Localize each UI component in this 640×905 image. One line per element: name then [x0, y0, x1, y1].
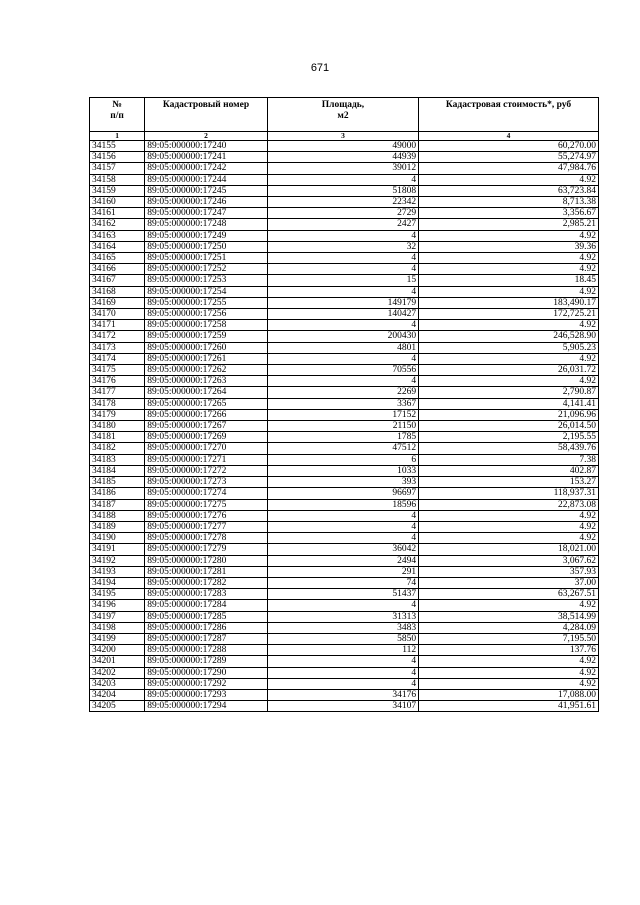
area-cell: 4801	[267, 342, 418, 353]
column-number: 2	[145, 132, 268, 141]
cost-cell: 4.92	[419, 656, 599, 667]
cost-cell: 4.92	[419, 353, 599, 364]
cost-cell: 47,984.76	[419, 163, 599, 174]
cost-cell: 26,031.72	[419, 365, 599, 376]
table-row	[90, 398, 599, 409]
cost-cell: 18,021.00	[419, 544, 599, 555]
area-cell: 4	[267, 320, 418, 331]
table-row	[90, 141, 599, 152]
area-cell: 4	[267, 521, 418, 532]
page-number: 671	[310, 62, 330, 74]
cost-cell: 18.45	[419, 275, 599, 286]
column-number: 4	[419, 132, 599, 141]
cost-cell: 4.92	[419, 533, 599, 544]
cadastral-number-cell: 89:05:000000:17263	[145, 376, 268, 387]
cost-cell: 60,270.00	[419, 141, 599, 152]
row-number-cell: 34193	[90, 566, 145, 577]
area-cell: 51437	[267, 589, 418, 600]
area-cell: 4	[267, 174, 418, 185]
cost-cell: 4.92	[419, 600, 599, 611]
cost-cell: 4.92	[419, 253, 599, 264]
table-row	[90, 454, 599, 465]
cost-cell: 38,514.99	[419, 611, 599, 622]
cadastral-number-cell: 89:05:000000:17259	[145, 331, 268, 342]
row-number-cell: 34177	[90, 387, 145, 398]
cost-cell: 2,790.87	[419, 387, 599, 398]
cadastral-number-cell: 89:05:000000:17292	[145, 678, 268, 689]
area-cell: 34107	[267, 701, 418, 712]
area-cell: 4	[267, 510, 418, 521]
row-number-cell: 34188	[90, 510, 145, 521]
cost-cell: 153.27	[419, 477, 599, 488]
table-row	[90, 353, 599, 364]
row-number-cell: 34164	[90, 241, 145, 252]
cadastral-number-cell: 89:05:000000:17258	[145, 320, 268, 331]
row-number-cell: 34195	[90, 589, 145, 600]
cadastral-number-cell: 89:05:000000:17276	[145, 510, 268, 521]
area-cell: 2494	[267, 555, 418, 566]
cost-cell: 55,274.97	[419, 152, 599, 163]
cadastral-number-cell: 89:05:000000:17285	[145, 611, 268, 622]
cadastral-number-cell: 89:05:000000:17248	[145, 219, 268, 230]
row-number-cell: 34159	[90, 185, 145, 196]
cadastral-number-cell: 89:05:000000:17279	[145, 544, 268, 555]
cadastral-number-cell: 89:05:000000:17290	[145, 667, 268, 678]
table-row	[90, 432, 599, 443]
area-cell: 36042	[267, 544, 418, 555]
area-cell: 200430	[267, 331, 418, 342]
table-row	[90, 286, 599, 297]
table-row	[90, 409, 599, 420]
table-row	[90, 197, 599, 208]
area-cell: 31313	[267, 611, 418, 622]
table-row	[90, 656, 599, 667]
table-row	[90, 701, 599, 712]
table-row	[90, 622, 599, 633]
area-cell: 4	[267, 656, 418, 667]
area-cell: 39012	[267, 163, 418, 174]
table-row	[90, 208, 599, 219]
cost-cell: 4,284.09	[419, 622, 599, 633]
table-row	[90, 264, 599, 275]
cost-cell: 63,267.51	[419, 589, 599, 600]
table-row	[90, 577, 599, 588]
cost-cell: 4.92	[419, 286, 599, 297]
row-number-cell: 34172	[90, 331, 145, 342]
cadastral-number-cell: 89:05:000000:17260	[145, 342, 268, 353]
area-cell: 34176	[267, 689, 418, 700]
cadastral-number-cell: 89:05:000000:17283	[145, 589, 268, 600]
header-cost	[419, 98, 599, 132]
table-row	[90, 443, 599, 454]
cost-cell: 8,713.38	[419, 197, 599, 208]
area-cell: 3483	[267, 622, 418, 633]
cost-cell: 4,141.41	[419, 398, 599, 409]
cadastral-number-cell: 89:05:000000:17282	[145, 577, 268, 588]
row-number-cell: 34197	[90, 611, 145, 622]
row-number-cell: 34198	[90, 622, 145, 633]
table-row	[90, 633, 599, 644]
cost-cell: 58,439.76	[419, 443, 599, 454]
table-row	[90, 488, 599, 499]
cadastral-number-cell: 89:05:000000:17246	[145, 197, 268, 208]
area-cell: 6	[267, 454, 418, 465]
table-row	[90, 309, 599, 320]
cadastral-number-cell: 89:05:000000:17281	[145, 566, 268, 577]
row-number-cell: 34203	[90, 678, 145, 689]
cadastral-number-cell: 89:05:000000:17280	[145, 555, 268, 566]
table-row	[90, 185, 599, 196]
cost-cell: 4.92	[419, 376, 599, 387]
table-row	[90, 477, 599, 488]
header-num	[90, 98, 145, 132]
cadastral-number-cell: 89:05:000000:17288	[145, 645, 268, 656]
area-cell: 1033	[267, 465, 418, 476]
area-cell: 4	[267, 264, 418, 275]
cadastral-number-cell: 89:05:000000:17278	[145, 533, 268, 544]
header-cadastral-label: Кадастровый номер	[162, 100, 250, 110]
table-row	[90, 566, 599, 577]
cadastral-number-cell: 89:05:000000:17273	[145, 477, 268, 488]
table-header-row	[90, 98, 599, 132]
table-row	[90, 421, 599, 432]
area-cell: 2269	[267, 387, 418, 398]
table-row	[90, 241, 599, 252]
cost-cell: 3,067.62	[419, 555, 599, 566]
cost-cell: 4.92	[419, 230, 599, 241]
column-number: 3	[267, 132, 418, 141]
area-cell: 5850	[267, 633, 418, 644]
row-number-cell: 34204	[90, 689, 145, 700]
cost-cell: 3,356.67	[419, 208, 599, 219]
row-number-cell: 34180	[90, 421, 145, 432]
row-number-cell: 34175	[90, 365, 145, 376]
cadastral-number-cell: 89:05:000000:17286	[145, 622, 268, 633]
row-number-cell: 34183	[90, 454, 145, 465]
area-cell: 18596	[267, 499, 418, 510]
table-row	[90, 510, 599, 521]
row-number-cell: 34169	[90, 297, 145, 308]
cadastral-number-cell: 89:05:000000:17261	[145, 353, 268, 364]
table-row	[90, 387, 599, 398]
cadastral-number-cell: 89:05:000000:17275	[145, 499, 268, 510]
area-cell: 70556	[267, 365, 418, 376]
row-number-cell: 34200	[90, 645, 145, 656]
area-cell: 112	[267, 645, 418, 656]
cost-cell: 4.92	[419, 174, 599, 185]
row-number-cell: 34205	[90, 701, 145, 712]
table-row	[90, 342, 599, 353]
area-cell: 4	[267, 376, 418, 387]
area-cell: 51808	[267, 185, 418, 196]
row-number-cell: 34199	[90, 633, 145, 644]
cadastral-number-cell: 89:05:000000:17267	[145, 421, 268, 432]
cadastral-number-cell: 89:05:000000:17252	[145, 264, 268, 275]
cadastral-number-cell: 89:05:000000:17250	[145, 241, 268, 252]
cadastral-number-cell: 89:05:000000:17264	[145, 387, 268, 398]
cadastral-number-cell: 89:05:000000:17255	[145, 297, 268, 308]
cost-cell: 183,490.17	[419, 297, 599, 308]
cost-cell: 7,195.50	[419, 633, 599, 644]
header-cost-label: Кадастровая стоимость*, руб	[445, 100, 572, 110]
cadastral-number-cell: 89:05:000000:17249	[145, 230, 268, 241]
row-number-cell: 34192	[90, 555, 145, 566]
cadastral-number-cell: 89:05:000000:17284	[145, 600, 268, 611]
area-cell: 2427	[267, 219, 418, 230]
area-cell: 4	[267, 678, 418, 689]
row-number-cell: 34191	[90, 544, 145, 555]
table-row	[90, 253, 599, 264]
cadastral-table	[89, 97, 599, 712]
cost-cell: 118,937.31	[419, 488, 599, 499]
cadastral-number-cell: 89:05:000000:17251	[145, 253, 268, 264]
area-cell: 2729	[267, 208, 418, 219]
row-number-cell: 34173	[90, 342, 145, 353]
area-cell: 393	[267, 477, 418, 488]
area-cell: 4	[267, 230, 418, 241]
cadastral-number-cell: 89:05:000000:17270	[145, 443, 268, 454]
cadastral-number-cell: 89:05:000000:17242	[145, 163, 268, 174]
cost-cell: 4.92	[419, 678, 599, 689]
area-cell: 4	[267, 253, 418, 264]
area-cell: 291	[267, 566, 418, 577]
row-number-cell: 34156	[90, 152, 145, 163]
table-row	[90, 275, 599, 286]
cadastral-number-cell: 89:05:000000:17289	[145, 656, 268, 667]
row-number-cell: 34163	[90, 230, 145, 241]
row-number-cell: 34174	[90, 353, 145, 364]
area-cell: 49000	[267, 141, 418, 152]
cost-cell: 7.38	[419, 454, 599, 465]
cost-cell: 22,873.08	[419, 499, 599, 510]
table-row	[90, 678, 599, 689]
area-cell: 22342	[267, 197, 418, 208]
cadastral-number-cell: 89:05:000000:17253	[145, 275, 268, 286]
table-row	[90, 163, 599, 174]
cadastral-number-cell: 89:05:000000:17266	[145, 409, 268, 420]
area-cell: 4	[267, 600, 418, 611]
row-number-cell: 34158	[90, 174, 145, 185]
row-number-cell: 34194	[90, 577, 145, 588]
table-body	[90, 141, 599, 712]
row-number-cell: 34161	[90, 208, 145, 219]
cost-cell: 2,985.21	[419, 219, 599, 230]
area-cell: 149179	[267, 297, 418, 308]
table-row	[90, 689, 599, 700]
cost-cell: 137.76	[419, 645, 599, 656]
area-cell: 3367	[267, 398, 418, 409]
row-number-cell: 34182	[90, 443, 145, 454]
row-number-cell: 34157	[90, 163, 145, 174]
row-number-cell: 34168	[90, 286, 145, 297]
cadastral-number-cell: 89:05:000000:17274	[145, 488, 268, 499]
table-row	[90, 365, 599, 376]
header-cadastral	[145, 98, 268, 132]
cadastral-number-cell: 89:05:000000:17262	[145, 365, 268, 376]
table-row	[90, 533, 599, 544]
cadastral-number-cell: 89:05:000000:17265	[145, 398, 268, 409]
cost-cell: 2,195.55	[419, 432, 599, 443]
cadastral-number-cell: 89:05:000000:17244	[145, 174, 268, 185]
cost-cell: 246,528.90	[419, 331, 599, 342]
table-row	[90, 600, 599, 611]
table-row	[90, 667, 599, 678]
cost-cell: 41,951.61	[419, 701, 599, 712]
table-row	[90, 219, 599, 230]
area-cell: 44939	[267, 152, 418, 163]
row-number-cell: 34171	[90, 320, 145, 331]
cost-cell: 21,096.96	[419, 409, 599, 420]
row-number-cell: 34170	[90, 309, 145, 320]
cadastral-number-cell: 89:05:000000:17271	[145, 454, 268, 465]
table-row	[90, 521, 599, 532]
row-number-cell: 34176	[90, 376, 145, 387]
cost-cell: 172,725.21	[419, 309, 599, 320]
area-cell: 4	[267, 286, 418, 297]
row-number-cell: 34178	[90, 398, 145, 409]
cost-cell: 5,905.23	[419, 342, 599, 353]
table-row	[90, 544, 599, 555]
cost-cell: 37.00	[419, 577, 599, 588]
area-cell: 4	[267, 353, 418, 364]
row-number-cell: 34187	[90, 499, 145, 510]
cadastral-number-cell: 89:05:000000:17247	[145, 208, 268, 219]
cadastral-number-cell: 89:05:000000:17269	[145, 432, 268, 443]
cadastral-number-cell: 89:05:000000:17272	[145, 465, 268, 476]
table-row	[90, 645, 599, 656]
table-row	[90, 174, 599, 185]
cadastral-number-cell: 89:05:000000:17293	[145, 689, 268, 700]
cadastral-number-cell: 89:05:000000:17294	[145, 701, 268, 712]
area-cell: 1785	[267, 432, 418, 443]
row-number-cell: 34166	[90, 264, 145, 275]
cadastral-number-cell: 89:05:000000:17287	[145, 633, 268, 644]
table-row	[90, 499, 599, 510]
area-cell: 74	[267, 577, 418, 588]
column-number: 1	[90, 132, 145, 141]
cadastral-number-cell: 89:05:000000:17241	[145, 152, 268, 163]
cost-cell: 63,723.84	[419, 185, 599, 196]
area-cell: 96697	[267, 488, 418, 499]
row-number-cell: 34184	[90, 465, 145, 476]
row-number-cell: 34185	[90, 477, 145, 488]
cadastral-number-cell: 89:05:000000:17254	[145, 286, 268, 297]
cost-cell: 26,014.50	[419, 421, 599, 432]
cost-cell: 4.92	[419, 667, 599, 678]
cost-cell: 402.87	[419, 465, 599, 476]
area-cell: 4	[267, 667, 418, 678]
row-number-cell: 34190	[90, 533, 145, 544]
row-number-cell: 34186	[90, 488, 145, 499]
row-number-cell: 34196	[90, 600, 145, 611]
cost-cell: 4.92	[419, 510, 599, 521]
row-number-cell: 34181	[90, 432, 145, 443]
header-area-label: Площадь, м2	[321, 100, 365, 121]
header-area	[267, 98, 418, 132]
table-row	[90, 376, 599, 387]
row-number-cell: 34155	[90, 141, 145, 152]
header-num-label: № п/п	[110, 100, 124, 121]
cost-cell: 4.92	[419, 320, 599, 331]
table-row	[90, 152, 599, 163]
cost-cell: 39.36	[419, 241, 599, 252]
cost-cell: 4.92	[419, 521, 599, 532]
table-row	[90, 297, 599, 308]
row-number-cell: 34201	[90, 656, 145, 667]
row-number-cell: 34165	[90, 253, 145, 264]
area-cell: 47512	[267, 443, 418, 454]
row-number-cell: 34167	[90, 275, 145, 286]
cadastral-number-cell: 89:05:000000:17256	[145, 309, 268, 320]
column-number-row	[90, 132, 599, 141]
cost-cell: 4.92	[419, 264, 599, 275]
area-cell: 32	[267, 241, 418, 252]
table-row	[90, 320, 599, 331]
area-cell: 15	[267, 275, 418, 286]
cost-cell: 17,088.00	[419, 689, 599, 700]
cadastral-number-cell: 89:05:000000:17245	[145, 185, 268, 196]
row-number-cell: 34202	[90, 667, 145, 678]
cadastral-number-cell: 89:05:000000:17240	[145, 141, 268, 152]
area-cell: 21150	[267, 421, 418, 432]
table-row	[90, 589, 599, 600]
row-number-cell: 34179	[90, 409, 145, 420]
area-cell: 4	[267, 533, 418, 544]
table-row	[90, 230, 599, 241]
cadastral-number-cell: 89:05:000000:17277	[145, 521, 268, 532]
row-number-cell: 34162	[90, 219, 145, 230]
area-cell: 140427	[267, 309, 418, 320]
row-number-cell: 34189	[90, 521, 145, 532]
table-row	[90, 331, 599, 342]
table-row	[90, 611, 599, 622]
table-row	[90, 465, 599, 476]
cost-cell: 357.93	[419, 566, 599, 577]
row-number-cell: 34160	[90, 197, 145, 208]
table-row	[90, 555, 599, 566]
area-cell: 17152	[267, 409, 418, 420]
